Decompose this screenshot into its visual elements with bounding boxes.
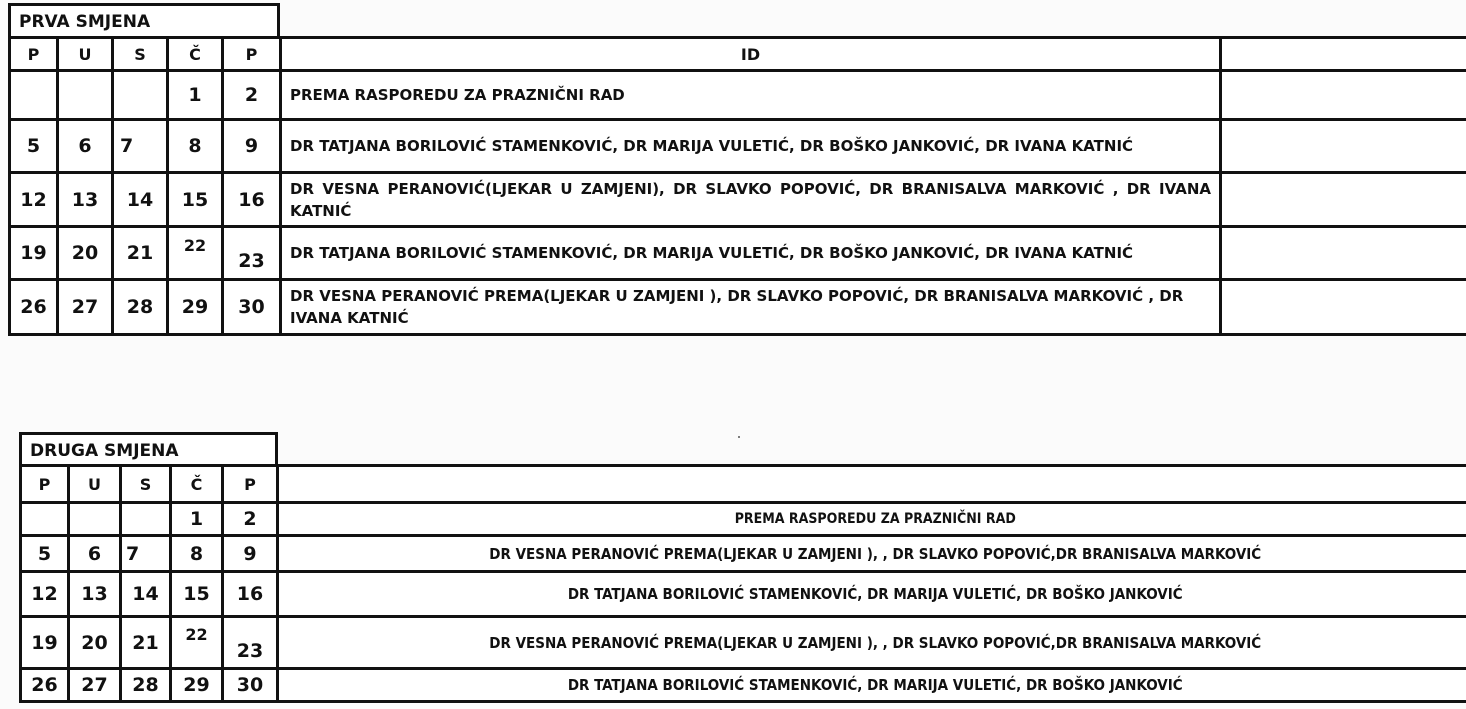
table-row — [21, 536, 1466, 572]
table-row — [10, 173, 1466, 227]
day-cell: 1 — [168, 71, 223, 120]
day-cell: 21 — [113, 227, 168, 280]
day-cell: 30 — [223, 669, 278, 702]
day-cell: 15 — [168, 173, 223, 227]
table-header-row — [10, 38, 1466, 71]
day-cell: 26 — [21, 669, 69, 702]
day-cell — [58, 71, 113, 120]
day-cell: 26 — [10, 280, 58, 335]
blank-cell — [1221, 173, 1466, 227]
day-header-monday: P — [10, 38, 58, 71]
day-cell — [21, 503, 69, 536]
id-header: ID — [281, 38, 1221, 71]
scan-speck — [738, 436, 740, 438]
day-cell: 14 — [113, 173, 168, 227]
doctors-cell: DR TATJANA BORILOVIĆ STAMENKOVIĆ, DR MARIJA VULETIĆ, DR BOŠKO JANKOVIĆ — [278, 669, 1466, 702]
day-cell: 16 — [223, 173, 281, 227]
table-row — [10, 120, 1466, 173]
day-cell: 9 — [223, 536, 278, 572]
table-row — [10, 280, 1466, 335]
day-cell: 27 — [69, 669, 121, 702]
table-row — [21, 617, 1466, 669]
day-cell: 28 — [113, 280, 168, 335]
day-cell: 7 — [121, 536, 171, 572]
day-cell: 2 — [223, 71, 281, 120]
day-number: 23 — [236, 639, 264, 662]
day-cell — [69, 503, 121, 536]
doctors-cell: DR VESNA PERANOVIĆ PREMA(LJEKAR U ZAMJENI ), , DR SLAVKO POPOVIĆ,DR BRANISALVA MARKOVIĆ — [278, 536, 1466, 572]
day-cell: 29 — [171, 669, 223, 702]
day-cell: 2 — [223, 503, 278, 536]
day-cell — [223, 227, 281, 280]
day-cell: 1 — [171, 503, 223, 536]
day-number: 22 — [185, 625, 208, 644]
second-shift-table — [19, 464, 1466, 703]
day-cell — [168, 227, 223, 280]
id-header — [278, 466, 1466, 503]
day-cell: 13 — [69, 572, 121, 617]
day-cell: 21 — [121, 617, 171, 669]
day-cell: 19 — [10, 227, 58, 280]
blank-cell — [1221, 71, 1466, 120]
day-number: 23 — [238, 250, 265, 272]
day-header-tuesday: U — [58, 38, 113, 71]
day-header-tuesday: U — [69, 466, 121, 503]
day-header-thursday: Č — [168, 38, 223, 71]
day-header-wednesday: S — [121, 466, 171, 503]
day-cell — [113, 71, 168, 120]
day-cell — [223, 617, 278, 669]
day-cell: 13 — [58, 173, 113, 227]
doctors-cell: DR TATJANA BORILOVIĆ STAMENKOVIĆ, DR MARIJA VULETIĆ, DR BOŠKO JANKOVIĆ, DR IVANA KATNIĆ — [281, 120, 1221, 173]
day-cell: 12 — [21, 572, 69, 617]
table-row — [21, 503, 1466, 536]
day-cell: 27 — [58, 280, 113, 335]
blank-cell — [1221, 227, 1466, 280]
doctors-cell: DR VESNA PERANOVIĆ(LJEKAR U ZAMJENI), DR SLAVKO POPOVIĆ, DR BRANISALVA MARKOVIĆ , DR IVANA KATNIĆ — [281, 173, 1221, 227]
day-cell: 30 — [223, 280, 281, 335]
day-header-thursday: Č — [171, 466, 223, 503]
doctors-cell: DR TATJANA BORILOVIĆ STAMENKOVIĆ, DR MARIJA VULETIĆ, DR BOŠKO JANKOVIĆ, DR IVANA KATNIĆ — [281, 227, 1221, 280]
day-cell: 16 — [223, 572, 278, 617]
first-shift-title-text: PRVA SMJENA — [19, 12, 151, 32]
day-cell — [10, 71, 58, 120]
doctors-cell: PREMA RASPOREDU ZA PRAZNIČNI RAD — [281, 71, 1221, 120]
day-cell: 6 — [69, 536, 121, 572]
first-shift-table — [8, 36, 1466, 336]
day-cell — [121, 503, 171, 536]
day-cell: 20 — [69, 617, 121, 669]
day-cell: 5 — [21, 536, 69, 572]
day-header-wednesday: S — [113, 38, 168, 71]
table-row — [10, 71, 1466, 120]
day-header-friday: P — [223, 466, 278, 503]
day-cell: 8 — [171, 536, 223, 572]
day-cell: 12 — [10, 173, 58, 227]
day-cell: 8 — [168, 120, 223, 173]
day-cell: 14 — [121, 572, 171, 617]
day-cell: 7 — [113, 120, 168, 173]
day-cell: 29 — [168, 280, 223, 335]
day-cell: 20 — [58, 227, 113, 280]
day-cell: 28 — [121, 669, 171, 702]
day-cell: 6 — [58, 120, 113, 173]
table-row — [21, 572, 1466, 617]
table-row — [10, 227, 1466, 280]
second-shift-title — [19, 432, 278, 466]
blank-header-cell — [1221, 38, 1466, 71]
table-row — [21, 669, 1466, 702]
day-cell: 19 — [21, 617, 69, 669]
first-shift-title — [8, 3, 280, 38]
blank-cell — [1221, 120, 1466, 173]
day-header-monday: P — [21, 466, 69, 503]
doctors-cell: DR VESNA PERANOVIĆ PREMA(LJEKAR U ZAMJENI ), DR SLAVKO POPOVIĆ, DR BRANISALVA MARKOVIĆ , DR IVANA KATNIĆ — [281, 280, 1221, 335]
day-header-friday: P — [223, 38, 281, 71]
doctors-cell: DR VESNA PERANOVIĆ PREMA(LJEKAR U ZAMJENI ), , DR SLAVKO POPOVIĆ,DR BRANISALVA MARKOVIĆ — [278, 617, 1466, 669]
day-number: 22 — [183, 235, 207, 255]
day-cell — [171, 617, 223, 669]
day-cell: 15 — [171, 572, 223, 617]
table-header-row — [21, 466, 1466, 503]
day-cell: 5 — [10, 120, 58, 173]
day-cell: 9 — [223, 120, 281, 173]
doctors-cell: DR TATJANA BORILOVIĆ STAMENKOVIĆ, DR MARIJA VULETIĆ, DR BOŠKO JANKOVIĆ — [278, 572, 1466, 617]
doctors-cell: PREMA RASPOREDU ZA PRAZNIČNI RAD — [278, 503, 1466, 536]
second-shift-title-text: DRUGA SMJENA — [30, 440, 179, 461]
blank-cell — [1221, 280, 1466, 335]
